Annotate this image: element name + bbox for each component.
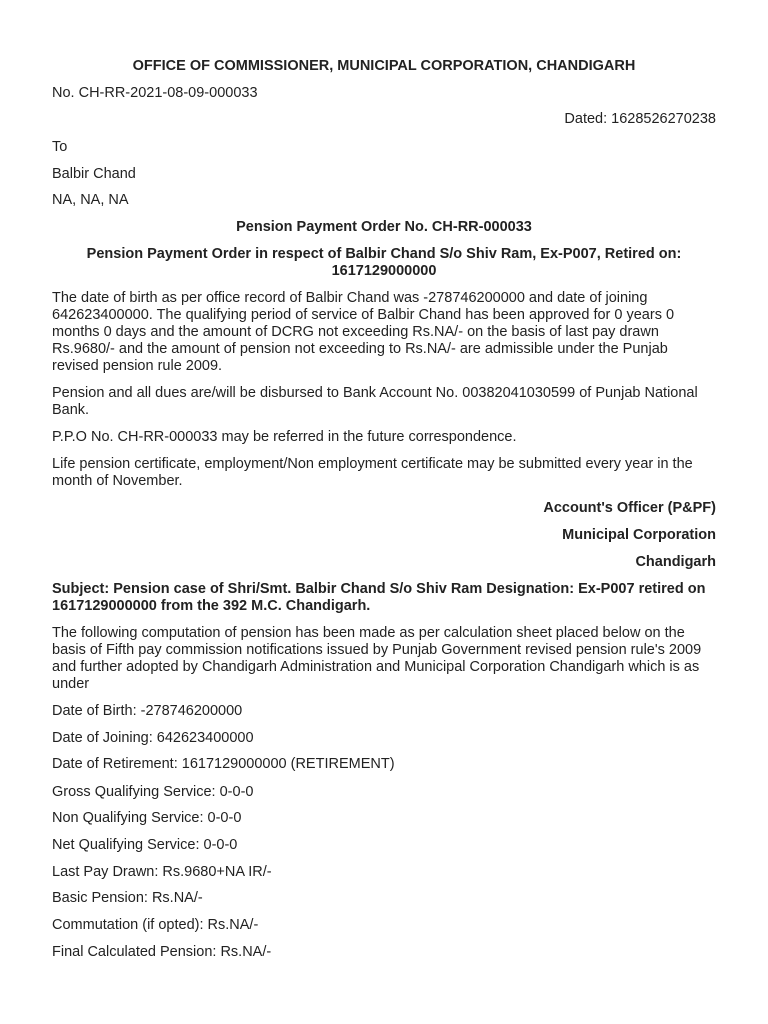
document-number: No. CH-RR-2021-08-09-000033 — [52, 85, 258, 101]
detail-gross-qualifying-service: Gross Qualifying Service: 0-0-0 — [52, 784, 254, 800]
order-title: Pension Payment Order No. CH-RR-000033 — [236, 219, 532, 235]
addressee-address: NA, NA, NA — [52, 192, 129, 208]
addressee-name: Balbir Chand — [52, 166, 136, 182]
addressee-to: To — [52, 139, 68, 155]
computation-intro: The following computation of pension has been made as per calculation sheet placed below on the basis of Fifth pay commission notifications issued by Punjab Government revised pension rule's 2009 and further adopted by Chandigarh Administration and Municipal Corporation Chandigarh which is as under — [52, 625, 702, 692]
body-paragraph-1: The date of birth as per office record of Balbir Chand was -278746200000 and date of joining 642623400000. The qualifying period of service of Balbir Chand has been approved for 0 years 0 months 0 days and the amount of DCRG not exceeding Rs.NA/- on the basis of last pay drawn Rs.9680/- and the amount of pension not exceeding to Rs.NA/- are admissible under the Punjab revised pension rule 2009. — [52, 290, 675, 374]
detail-commutation: Commutation (if opted): Rs.NA/- — [52, 917, 259, 933]
body-paragraph-3: P.P.O No. CH-RR-000033 may be referred in the future correspondence. — [52, 429, 517, 445]
detail-basic-pension: Basic Pension: Rs.NA/- — [52, 890, 203, 906]
detail-date-of-birth: Date of Birth: -278746200000 — [52, 703, 243, 719]
body-paragraph-4: Life pension certificate, employment/Non employment certificate may be submitted every year in the month of November. — [52, 456, 693, 489]
order-subtitle: Pension Payment Order in respect of Balbir Chand S/o Shiv Ram, Ex-P007, Retired on: 1617129000000 — [86, 246, 682, 279]
signature-org: Municipal Corporation — [562, 527, 716, 543]
detail-non-qualifying-service: Non Qualifying Service: 0-0-0 — [52, 810, 242, 826]
detail-final-calculated-pension: Final Calculated Pension: Rs.NA/- — [52, 944, 272, 960]
detail-date-of-retirement: Date of Retirement: 1617129000000 (RETIREMENT) — [52, 756, 395, 772]
detail-last-pay-drawn: Last Pay Drawn: Rs.9680+NA IR/- — [52, 864, 272, 880]
office-heading: OFFICE OF COMMISSIONER, MUNICIPAL CORPORATION, CHANDIGARH — [132, 58, 636, 74]
detail-date-of-joining: Date of Joining: 642623400000 — [52, 730, 254, 746]
document-date: Dated: 1628526270238 — [564, 111, 716, 127]
signature-title: Account's Officer (P&PF) — [543, 500, 716, 516]
subject-line: Subject: Pension case of Shri/Smt. Balbir Chand S/o Shiv Ram Designation: Ex-P007 retired on 1617129000000 from the 392 M.C. Chandigarh. — [52, 581, 706, 614]
detail-net-qualifying-service: Net Qualifying Service: 0-0-0 — [52, 837, 238, 853]
signature-city: Chandigarh — [635, 554, 716, 570]
body-paragraph-2: Pension and all dues are/will be disbursed to Bank Account No. 00382041030599 of Punjab National Bank. — [52, 385, 698, 418]
